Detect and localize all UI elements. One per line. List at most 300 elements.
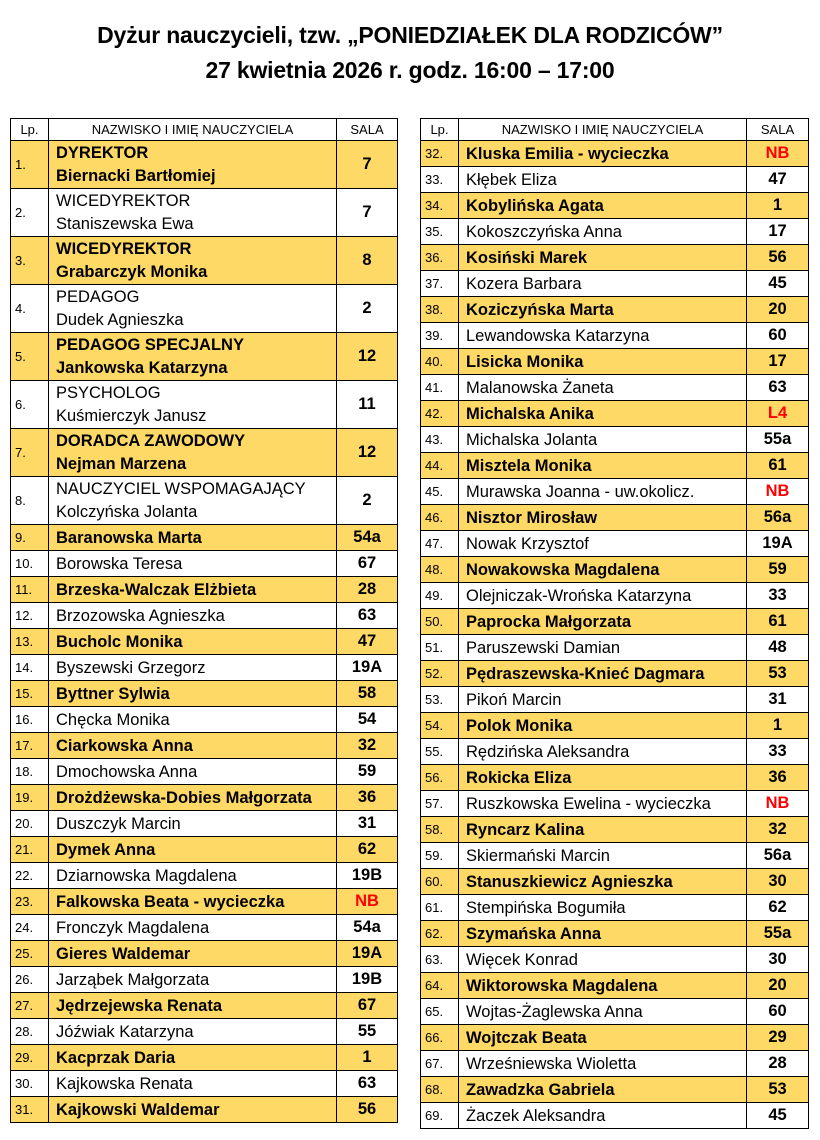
teacher-name: Kluska Emilia - wycieczka	[459, 141, 747, 167]
teacher-name: Bucholc Monika	[49, 629, 337, 655]
room-number: 61	[747, 453, 809, 479]
room-number: 29	[747, 1025, 809, 1051]
table-row	[421, 297, 809, 323]
table-row	[421, 713, 809, 739]
row-number: 1.	[11, 141, 49, 189]
room-number: 7	[337, 141, 398, 189]
teacher-role: PEDAGOG SPECJALNY	[56, 335, 244, 354]
room-number: 12	[337, 333, 398, 381]
table-row	[421, 791, 809, 817]
row-number: 68.	[421, 1077, 459, 1103]
teacher-name: Biernacki Bartłomiej	[56, 166, 216, 185]
row-number: 39.	[421, 323, 459, 349]
teacher-name: Murawska Joanna - uw.okolicz.	[459, 479, 747, 505]
teacher-name: Drożdżewska-Dobies Małgorzata	[49, 785, 337, 811]
table-row	[421, 921, 809, 947]
row-number: 5.	[11, 333, 49, 381]
teacher-name: Paprocka Małgorzata	[459, 609, 747, 635]
room-number: 45	[747, 1103, 809, 1129]
table-row	[421, 869, 809, 895]
teacher-name: Grabarczyk Monika	[56, 262, 208, 281]
row-number: 38.	[421, 297, 459, 323]
row-number: 46.	[421, 505, 459, 531]
room-number: 33	[747, 739, 809, 765]
room-number: 62	[337, 837, 398, 863]
teacher-name: Pikoń Marcin	[459, 687, 747, 713]
table-row	[11, 285, 398, 333]
teacher-cell	[49, 141, 337, 189]
row-number: 50.	[421, 609, 459, 635]
room-number: 30	[747, 947, 809, 973]
room-number: 19B	[337, 967, 398, 993]
row-number: 13.	[11, 629, 49, 655]
teacher-name: Kolczyńska Jolanta	[56, 502, 198, 521]
row-number: 21.	[11, 837, 49, 863]
table-row	[11, 811, 398, 837]
teacher-role: WICEDYREKTOR	[56, 191, 191, 210]
row-number: 12.	[11, 603, 49, 629]
table-row	[421, 557, 809, 583]
room-number: 63	[747, 375, 809, 401]
teacher-name: Brzeska-Walczak Elżbieta	[49, 577, 337, 603]
room-number: 2	[337, 477, 398, 525]
teacher-name: Olejniczak-Wrońska Katarzyna	[459, 583, 747, 609]
room-number: 32	[747, 817, 809, 843]
room-number: 56	[747, 245, 809, 271]
teacher-name: Więcek Konrad	[459, 947, 747, 973]
page-title: Dyżur nauczycieli, tzw. „PONIEDZIAŁEK DLA RODZICÓW”	[97, 22, 723, 48]
room-number: 1	[337, 1045, 398, 1071]
table-row	[11, 551, 398, 577]
teacher-name: Stempińska Bogumiła	[459, 895, 747, 921]
room-number: 53	[747, 661, 809, 687]
row-number: 9.	[11, 525, 49, 551]
row-number: 67.	[421, 1051, 459, 1077]
room-number: 19B	[337, 863, 398, 889]
column-header-lp: Lp.	[11, 119, 49, 141]
table-row	[421, 479, 809, 505]
table-row	[11, 941, 398, 967]
room-number: 28	[337, 577, 398, 603]
table-row	[11, 863, 398, 889]
row-number: 58.	[421, 817, 459, 843]
teacher-name: Lisicka Monika	[459, 349, 747, 375]
table-row	[11, 915, 398, 941]
room-number: 59	[337, 759, 398, 785]
room-number: 45	[747, 271, 809, 297]
row-number: 18.	[11, 759, 49, 785]
teacher-name: Kacprzak Daria	[49, 1045, 337, 1071]
room-number: 63	[337, 603, 398, 629]
row-number: 69.	[421, 1103, 459, 1129]
teacher-role: WICEDYREKTOR	[56, 239, 192, 258]
teacher-name: Dudek Agnieszka	[56, 310, 184, 329]
row-number: 11.	[11, 577, 49, 603]
table-row	[11, 141, 398, 189]
room-number: 28	[747, 1051, 809, 1077]
room-number: 67	[337, 993, 398, 1019]
room-number: 58	[337, 681, 398, 707]
room-number: 19A	[337, 941, 398, 967]
duty-table-left	[10, 118, 398, 1123]
room-number: 62	[747, 895, 809, 921]
row-number: 47.	[421, 531, 459, 557]
row-number: 35.	[421, 219, 459, 245]
table-row	[11, 967, 398, 993]
teacher-name: Rędzińska Aleksandra	[459, 739, 747, 765]
row-number: 52.	[421, 661, 459, 687]
room-number: 48	[747, 635, 809, 661]
table-row	[421, 323, 809, 349]
teacher-role: PEDAGOG	[56, 287, 140, 306]
teacher-name: Gieres Waldemar	[49, 941, 337, 967]
table-row	[11, 993, 398, 1019]
room-number: 31	[337, 811, 398, 837]
room-number: 56	[337, 1097, 398, 1123]
room-number: 20	[747, 973, 809, 999]
table-row	[421, 687, 809, 713]
teacher-name: Nowakowska Magdalena	[459, 557, 747, 583]
row-number: 8.	[11, 477, 49, 525]
room-number: 56a	[747, 843, 809, 869]
table-row	[11, 655, 398, 681]
room-number: 56a	[747, 505, 809, 531]
table-row	[421, 765, 809, 791]
table-row	[421, 193, 809, 219]
row-number: 10.	[11, 551, 49, 577]
teacher-cell	[49, 381, 337, 429]
teacher-name: Jankowska Katarzyna	[56, 358, 228, 377]
table-row	[421, 1077, 809, 1103]
table-row	[421, 219, 809, 245]
column-header-room: SALA	[747, 119, 809, 141]
teacher-name: Michalska Anika	[459, 401, 747, 427]
room-number: 30	[747, 869, 809, 895]
table-row	[11, 429, 398, 477]
row-number: 26.	[11, 967, 49, 993]
teacher-name: Skiermański Marcin	[459, 843, 747, 869]
teacher-name: Fronczyk Magdalena	[49, 915, 337, 941]
teacher-name: Malanowska Żaneta	[459, 375, 747, 401]
row-number: 48.	[421, 557, 459, 583]
teacher-name: Rokicka Eliza	[459, 765, 747, 791]
room-number: 36	[337, 785, 398, 811]
room-number: 1	[747, 193, 809, 219]
room-number: 61	[747, 609, 809, 635]
teacher-name: Kobylińska Agata	[459, 193, 747, 219]
row-number: 37.	[421, 271, 459, 297]
table-row	[421, 1025, 809, 1051]
table-header-row	[11, 119, 398, 141]
room-number: 32	[337, 733, 398, 759]
table-row	[421, 453, 809, 479]
table-row	[421, 375, 809, 401]
room-number: 47	[747, 167, 809, 193]
teacher-name: Falkowska Beata - wycieczka	[49, 889, 337, 915]
teacher-name: Paruszewski Damian	[459, 635, 747, 661]
table-row	[421, 609, 809, 635]
row-number: 36.	[421, 245, 459, 271]
table-row	[421, 531, 809, 557]
room-number: NB	[337, 889, 398, 915]
room-number: NB	[747, 791, 809, 817]
row-number: 40.	[421, 349, 459, 375]
room-number: 60	[747, 323, 809, 349]
table-row	[11, 1019, 398, 1045]
table-header-row	[421, 119, 809, 141]
teacher-cell	[49, 429, 337, 477]
teacher-role: NAUCZYCIEL WSPOMAGAJĄCY	[56, 479, 306, 498]
table-row	[421, 349, 809, 375]
teacher-cell	[49, 477, 337, 525]
room-number: 1	[747, 713, 809, 739]
room-number: 54a	[337, 525, 398, 551]
row-number: 2.	[11, 189, 49, 237]
teacher-name: Lewandowska Katarzyna	[459, 323, 747, 349]
teacher-name: Dymek Anna	[49, 837, 337, 863]
teacher-cell	[49, 285, 337, 333]
teacher-name: Byszewski Grzegorz	[49, 655, 337, 681]
table-row	[11, 381, 398, 429]
row-number: 65.	[421, 999, 459, 1025]
table-row	[421, 141, 809, 167]
teacher-name: Staniszewska Ewa	[56, 214, 194, 233]
table-row	[11, 681, 398, 707]
teacher-role: DORADCA ZAWODOWY	[56, 431, 246, 450]
row-number: 61.	[421, 895, 459, 921]
table-row	[421, 895, 809, 921]
teacher-role: PSYCHOLOG	[56, 383, 161, 402]
table-row	[421, 635, 809, 661]
row-number: 44.	[421, 453, 459, 479]
row-number: 63.	[421, 947, 459, 973]
table-row	[11, 603, 398, 629]
teacher-name: Dziarnowska Magdalena	[49, 863, 337, 889]
teacher-name: Jędrzejewska Renata	[49, 993, 337, 1019]
teacher-name: Kokoszczyńska Anna	[459, 219, 747, 245]
teacher-name: Jarząbek Małgorzata	[49, 967, 337, 993]
row-number: 16.	[11, 707, 49, 733]
row-number: 51.	[421, 635, 459, 661]
teacher-name: Wrześniewska Wioletta	[459, 1051, 747, 1077]
table-row	[421, 427, 809, 453]
room-number: 55a	[747, 921, 809, 947]
table-row	[421, 1103, 809, 1129]
row-number: 34.	[421, 193, 459, 219]
row-number: 42.	[421, 401, 459, 427]
teacher-name: Nejman Marzena	[56, 454, 187, 473]
teacher-name: Chęcka Monika	[49, 707, 337, 733]
teacher-name: Kuśmierczyk Janusz	[56, 406, 207, 425]
room-number: 47	[337, 629, 398, 655]
table-row	[421, 401, 809, 427]
row-number: 49.	[421, 583, 459, 609]
room-number: 55a	[747, 427, 809, 453]
teacher-name: Michalska Jolanta	[459, 427, 747, 453]
table-row	[11, 889, 398, 915]
table-row	[11, 1097, 398, 1123]
row-number: 60.	[421, 869, 459, 895]
teacher-name: Kosiński Marek	[459, 245, 747, 271]
room-number: 31	[747, 687, 809, 713]
table-row	[421, 583, 809, 609]
teacher-name: Wojtas-Żaglewska Anna	[459, 999, 747, 1025]
row-number: 55.	[421, 739, 459, 765]
teacher-name: Wojtczak Beata	[459, 1025, 747, 1051]
table-row	[11, 707, 398, 733]
teacher-name: Misztela Monika	[459, 453, 747, 479]
table-row	[421, 661, 809, 687]
table-row	[421, 739, 809, 765]
row-number: 54.	[421, 713, 459, 739]
table-row	[11, 333, 398, 381]
column-header-room: SALA	[337, 119, 398, 141]
table-row	[421, 505, 809, 531]
row-number: 15.	[11, 681, 49, 707]
table-row	[11, 837, 398, 863]
row-number: 45.	[421, 479, 459, 505]
page-subtitle-date: 27 kwietnia 2026 r. godz. 16:00 – 17:00	[205, 57, 615, 83]
room-number: 36	[747, 765, 809, 791]
table-row	[11, 577, 398, 603]
column-header-lp: Lp.	[421, 119, 459, 141]
row-number: 24.	[11, 915, 49, 941]
table-row	[421, 843, 809, 869]
row-number: 4.	[11, 285, 49, 333]
row-number: 41.	[421, 375, 459, 401]
teacher-name: Wiktorowska Magdalena	[459, 973, 747, 999]
page-header	[0, 18, 820, 88]
row-number: 64.	[421, 973, 459, 999]
duty-table-right-body	[421, 141, 809, 1129]
room-number: 53	[747, 1077, 809, 1103]
row-number: 29.	[11, 1045, 49, 1071]
row-number: 7.	[11, 429, 49, 477]
room-number: 17	[747, 219, 809, 245]
teacher-name: Jóźwiak Katarzyna	[49, 1019, 337, 1045]
table-row	[421, 245, 809, 271]
table-row	[11, 629, 398, 655]
room-number: 20	[747, 297, 809, 323]
room-number: 17	[747, 349, 809, 375]
row-number: 56.	[421, 765, 459, 791]
column-header-name: NAZWISKO I IMIĘ NAUCZYCIELA	[49, 119, 337, 141]
table-row	[11, 759, 398, 785]
teacher-name: Baranowska Marta	[49, 525, 337, 551]
row-number: 59.	[421, 843, 459, 869]
duty-table-right	[420, 118, 809, 1129]
teacher-name: Brzozowska Agnieszka	[49, 603, 337, 629]
row-number: 57.	[421, 791, 459, 817]
row-number: 30.	[11, 1071, 49, 1097]
table-row	[421, 999, 809, 1025]
table-row	[421, 973, 809, 999]
room-number: 55	[337, 1019, 398, 1045]
teacher-name: Polok Monika	[459, 713, 747, 739]
teacher-name: Kłębek Eliza	[459, 167, 747, 193]
table-row	[421, 271, 809, 297]
teacher-name: Nisztor Mirosław	[459, 505, 747, 531]
duty-table-left-body	[11, 141, 398, 1123]
row-number: 33.	[421, 167, 459, 193]
table-row	[11, 1045, 398, 1071]
table-row	[421, 1051, 809, 1077]
table-row	[11, 189, 398, 237]
teacher-cell	[49, 189, 337, 237]
room-number: 7	[337, 189, 398, 237]
row-number: 27.	[11, 993, 49, 1019]
room-number: NB	[747, 141, 809, 167]
teacher-name: Borowska Teresa	[49, 551, 337, 577]
table-row	[11, 1071, 398, 1097]
room-number: 54a	[337, 915, 398, 941]
row-number: 20.	[11, 811, 49, 837]
teacher-name: Byttner Sylwia	[49, 681, 337, 707]
row-number: 28.	[11, 1019, 49, 1045]
row-number: 53.	[421, 687, 459, 713]
room-number: 60	[747, 999, 809, 1025]
room-number: L4	[747, 401, 809, 427]
room-number: 8	[337, 237, 398, 285]
table-row	[421, 817, 809, 843]
row-number: 23.	[11, 889, 49, 915]
teacher-name: Kajkowski Waldemar	[49, 1097, 337, 1123]
room-number: 11	[337, 381, 398, 429]
teacher-name: Ryncarz Kalina	[459, 817, 747, 843]
teacher-name: Pędraszewska-Knieć Dagmara	[459, 661, 747, 687]
teacher-name: Kajkowska Renata	[49, 1071, 337, 1097]
room-number: 59	[747, 557, 809, 583]
row-number: 3.	[11, 237, 49, 285]
row-number: 17.	[11, 733, 49, 759]
table-row	[11, 237, 398, 285]
column-header-name: NAZWISKO I IMIĘ NAUCZYCIELA	[459, 119, 747, 141]
teacher-name: Ciarkowska Anna	[49, 733, 337, 759]
room-number: 2	[337, 285, 398, 333]
row-number: 14.	[11, 655, 49, 681]
room-number: 63	[337, 1071, 398, 1097]
teacher-name: Nowak Krzysztof	[459, 531, 747, 557]
teacher-name: Ruszkowska Ewelina - wycieczka	[459, 791, 747, 817]
table-row	[421, 167, 809, 193]
row-number: 31.	[11, 1097, 49, 1123]
row-number: 32.	[421, 141, 459, 167]
room-number: 19A	[747, 531, 809, 557]
teacher-name: Zawadzka Gabriela	[459, 1077, 747, 1103]
teacher-cell	[49, 237, 337, 285]
room-number: 33	[747, 583, 809, 609]
teacher-name: Koziczyńska Marta	[459, 297, 747, 323]
row-number: 62.	[421, 921, 459, 947]
teacher-name: Duszczyk Marcin	[49, 811, 337, 837]
row-number: 19.	[11, 785, 49, 811]
row-number: 22.	[11, 863, 49, 889]
teacher-name: Szymańska Anna	[459, 921, 747, 947]
teacher-role: DYREKTOR	[56, 143, 149, 162]
teacher-name: Żaczek Aleksandra	[459, 1103, 747, 1129]
room-number: NB	[747, 479, 809, 505]
row-number: 25.	[11, 941, 49, 967]
teacher-name: Dmochowska Anna	[49, 759, 337, 785]
room-number: 54	[337, 707, 398, 733]
row-number: 43.	[421, 427, 459, 453]
table-row	[11, 477, 398, 525]
table-row	[11, 733, 398, 759]
row-number: 66.	[421, 1025, 459, 1051]
room-number: 19A	[337, 655, 398, 681]
teacher-name: Stanuszkiewicz Agnieszka	[459, 869, 747, 895]
teacher-name: Kozera Barbara	[459, 271, 747, 297]
